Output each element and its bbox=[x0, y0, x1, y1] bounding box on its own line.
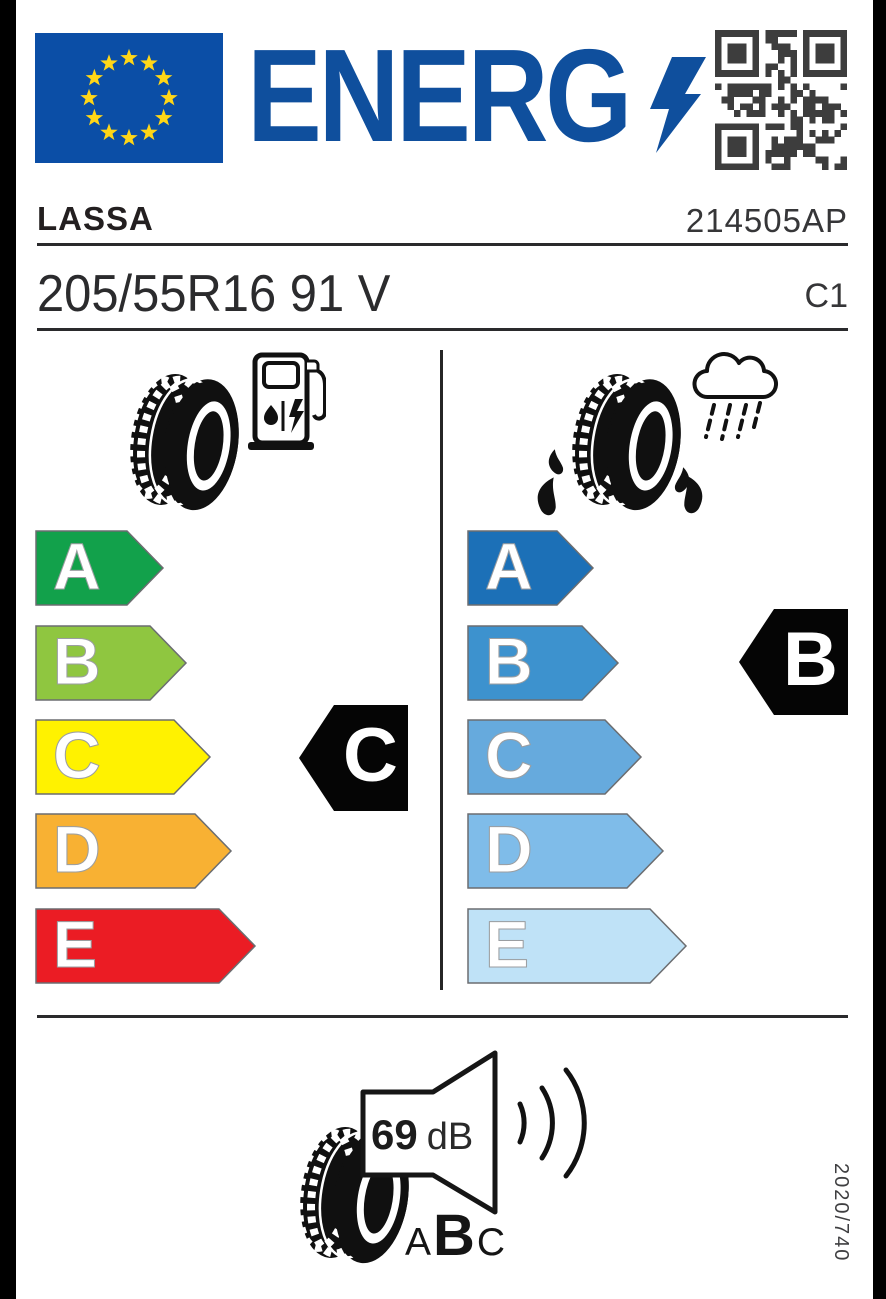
right-border-bar bbox=[873, 0, 886, 1299]
noise-section-rule bbox=[37, 1015, 848, 1018]
header-rule-2 bbox=[37, 328, 848, 331]
header-rule-1 bbox=[37, 243, 848, 246]
wet-grade-e-arrow bbox=[467, 908, 688, 984]
rain-cloud-icon bbox=[684, 347, 780, 441]
fuel-grade-d-arrow bbox=[35, 813, 233, 889]
wet-grade-b-label: B bbox=[485, 624, 533, 698]
column-divider bbox=[440, 350, 443, 990]
fuel-grade-a-label: A bbox=[53, 529, 101, 603]
fuel-grade-b-label: B bbox=[53, 624, 101, 698]
noise-level bbox=[371, 1111, 474, 1158]
article-code: 214505AP bbox=[685, 202, 848, 239]
wet-grade-a-arrow bbox=[467, 530, 595, 606]
fuel-tire-icon bbox=[128, 372, 240, 512]
fuel-grade-d-label: D bbox=[53, 812, 101, 886]
wet-grade-a-label: A bbox=[485, 529, 533, 603]
fuel-pump-icon bbox=[246, 349, 326, 453]
noise-class-c: C bbox=[476, 1221, 506, 1264]
wet-grip-rating-value: B bbox=[783, 617, 838, 702]
qr-code bbox=[715, 30, 847, 170]
wet-grip-rating-indicator bbox=[737, 607, 850, 717]
fuel-grade-b-arrow bbox=[35, 625, 188, 701]
noise-class-a: A bbox=[405, 1221, 432, 1264]
fuel-grade-a-arrow bbox=[35, 530, 165, 606]
water-splash-left-icon bbox=[532, 448, 584, 520]
brand-name: LASSA bbox=[37, 200, 154, 237]
eu-flag bbox=[35, 33, 223, 163]
noise-class-letters bbox=[405, 1203, 506, 1268]
left-border-bar bbox=[0, 0, 16, 1299]
tyre-size-designation: 205/55R16 91 V bbox=[37, 265, 391, 323]
fuel-grade-e-arrow bbox=[35, 908, 257, 984]
wet-grade-d-arrow bbox=[467, 813, 665, 889]
noise-unit: dB bbox=[426, 1116, 474, 1158]
energy-logo-text: ENERG bbox=[247, 22, 630, 169]
fuel-rating-value: C bbox=[343, 713, 398, 798]
sound-waves-icon bbox=[512, 1052, 594, 1194]
water-splash-right-icon bbox=[662, 448, 712, 520]
noise-class-b-selected: B bbox=[433, 1203, 475, 1268]
regulation-number: 2020/740 bbox=[830, 1163, 852, 1263]
tyre-class: C1 bbox=[804, 277, 848, 315]
lightning-bolt-icon bbox=[650, 57, 706, 153]
wet-grade-e-label: E bbox=[485, 907, 530, 981]
noise-value: 69 bbox=[371, 1111, 418, 1158]
wet-grade-d-label: D bbox=[485, 812, 533, 886]
wet-grade-c-arrow bbox=[467, 719, 643, 795]
fuel-grade-c-label: C bbox=[53, 718, 101, 792]
wet-grade-b-arrow bbox=[467, 625, 620, 701]
fuel-rating-indicator bbox=[297, 703, 410, 813]
fuel-grade-c-arrow bbox=[35, 719, 212, 795]
fuel-grade-e-label: E bbox=[53, 907, 98, 981]
wet-grade-c-label: C bbox=[485, 718, 533, 792]
